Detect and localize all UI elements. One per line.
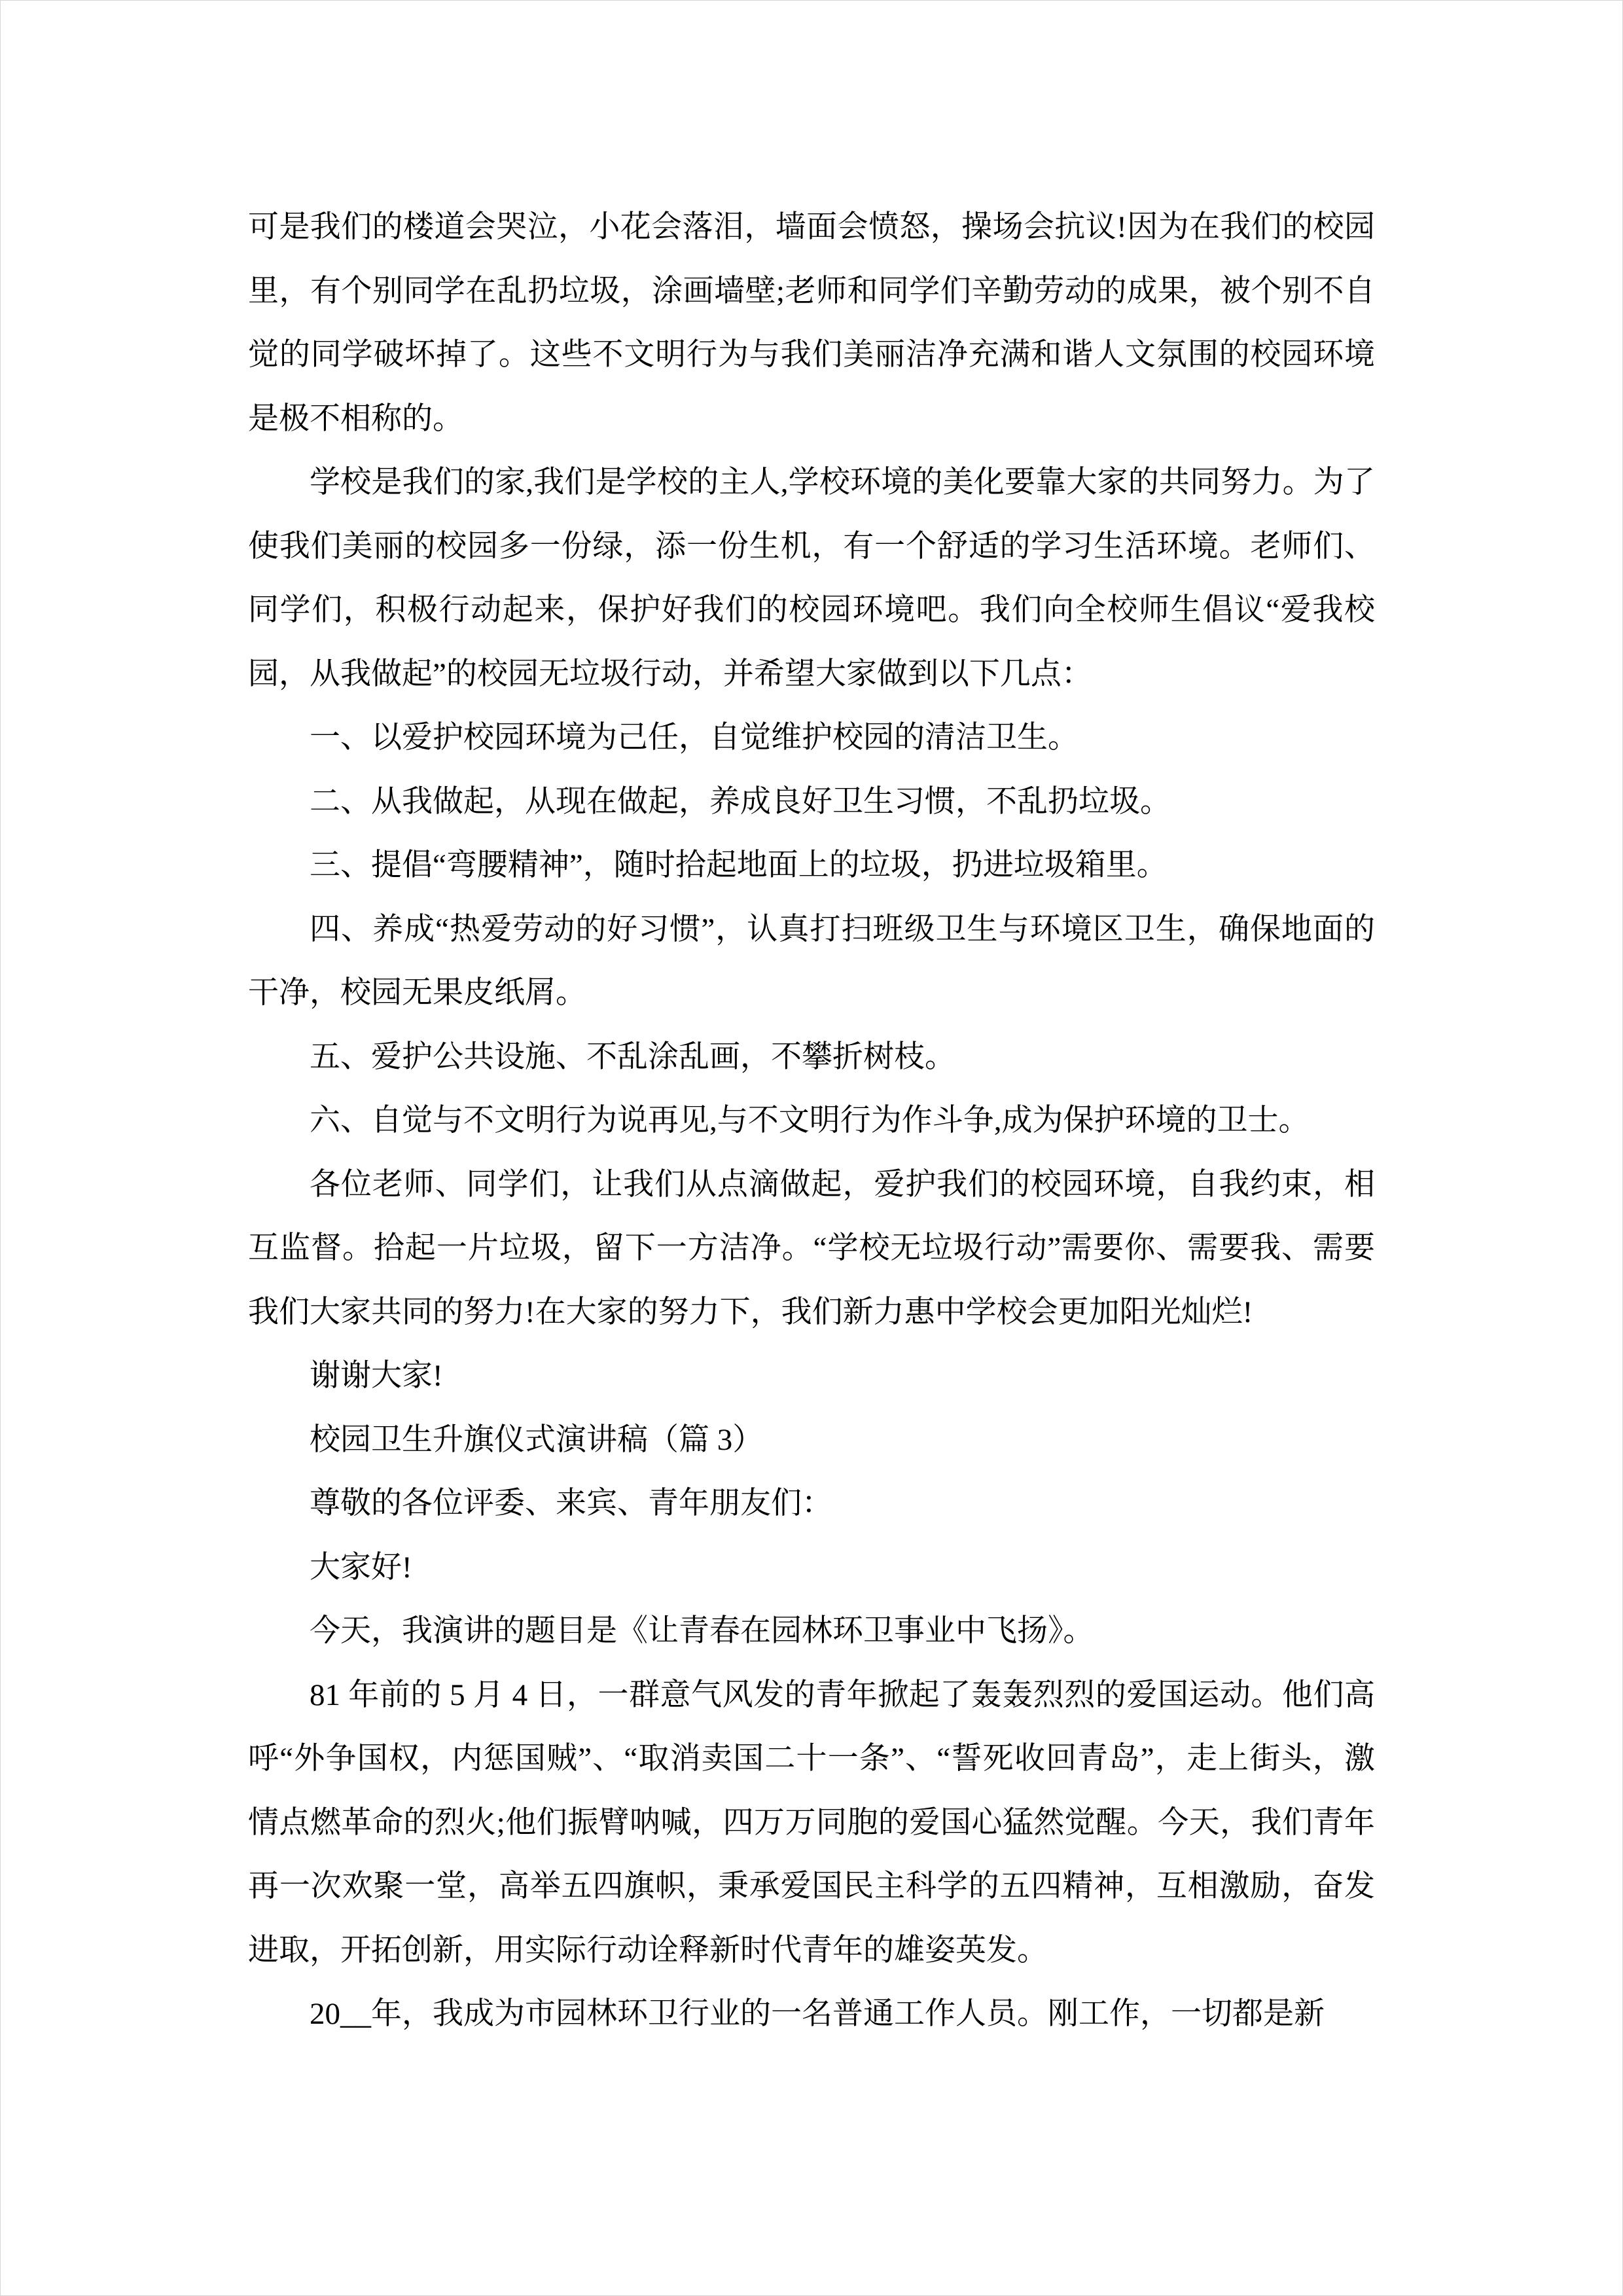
document-text <box>248 196 1375 2047</box>
paragraph-15: 81 年前的 5 月 4 日，一群意气风发的青年掀起了轰轰烈烈的爱国运动。他们高呼“外争国权，内惩国贼”、“取消卖国二十一条”、“誓死收回青岛”，走上街头，激情点燃革命的烈火;他们振臂呐喊，四万万同胞的爱国心猛然觉醒。今天，我们青年再一次欢聚一堂，高举五四旗帜，秉承爱国民主科学的五四精神，互相激励，奋发进取，开拓创新，用实际行动诠释新时代青年的雄姿英发。 <box>248 1677 1375 1967</box>
paragraph-4: 二、从我做起，从现在做起，养成良好卫生习惯，不乱扔垃圾。 <box>310 784 1171 819</box>
paragraph-2: 学校是我们的家,我们是学校的主人,学校环境的美化要靠大家的共同努力。为了使我们美丽的校园多一份绿，添一份生机，有一个舒适的学习生活环境。老师们、同学们，积极行动起来，保护好我们的校园环境吧。我们向全校师生倡议“爱我校园，从我做起”的校园无垃圾行动，并希望大家做到以下几点： <box>248 465 1375 691</box>
paragraph-3: 一、以爱护校园环境为己任，自觉维护校园的清洁卫生。 <box>310 721 1079 755</box>
paragraph-14: 今天，我演讲的题目是《让青春在园林环卫事业中飞扬》。 <box>310 1614 1094 1648</box>
paragraph-11: 校园卫生升旗仪式演讲稿（篇 3） <box>310 1422 764 1457</box>
paragraph-7: 五、爱护公共设施、不乱涂乱画，不攀折树枝。 <box>310 1039 955 1074</box>
paragraph-6: 四、养成“热爱劳动的好习惯”，认真打扫班级卫生与环境区卫生，确保地面的干净，校园无果皮纸屑。 <box>248 912 1375 1010</box>
paragraph-13: 大家好! <box>310 1550 412 1585</box>
paragraph-1: 可是我们的楼道会哭泣，小花会落泪，墙面会愤怒，操场会抗议!因为在我们的校园里，有个别同学在乱扔垃圾，涂画墙壁;老师和同学们辛勤劳动的成果，被个别不自觉的同学破坏掉了。这些不文明行为与我们美丽洁净充满和谐人文氛围的校园环境是极不相称的。 <box>248 210 1375 436</box>
paragraph-12: 尊敬的各位评委、来宾、青年朋友们： <box>310 1486 832 1520</box>
paragraph-16: 20__年，我成为市园林环卫行业的一名普通工作人员。刚工作，一切都是新 <box>310 1997 1325 2031</box>
paragraph-5: 三、提倡“弯腰精神”，随时拾起地面上的垃圾，扔进垃圾箱里。 <box>310 848 1168 882</box>
paragraph-10: 谢谢大家! <box>310 1359 443 1393</box>
paragraph-9: 各位老师、同学们，让我们从点滴做起，爱护我们的校园环境，自我约束，相互监督。拾起一片垃圾，留下一方洁净。“学校无垃圾行动”需要你、需要我、需要我们大家共同的努力!在大家的努力下，我们新力惠中学校会更加阳光灿烂! <box>248 1167 1375 1329</box>
paragraph-8: 六、自觉与不文明行为说再见,与不文明行为作斗争,成为保护环境的卫士。 <box>310 1103 1310 1138</box>
